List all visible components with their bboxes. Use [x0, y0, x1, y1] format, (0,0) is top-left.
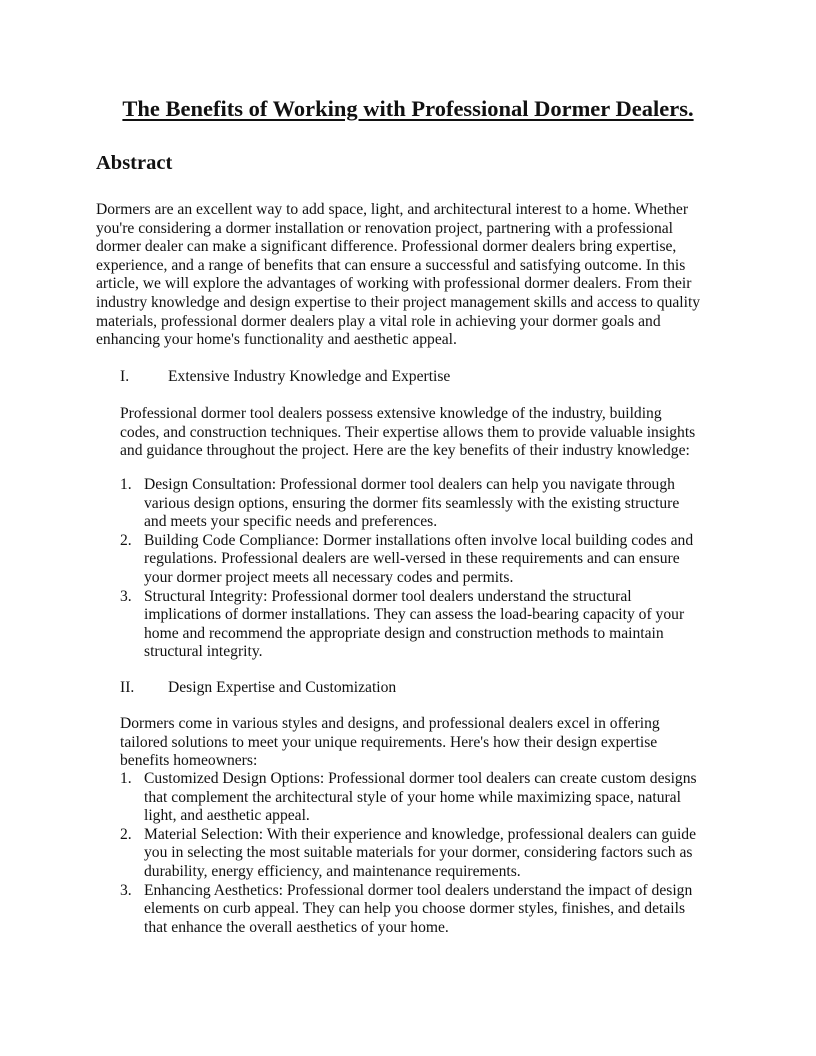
text-line: Professional dormer tool dealers possess extensive knowledge of the industry, building: [120, 405, 662, 422]
text-line: Dormers are an excellent way to add space, light, and architectural interest to a home. Whether: [96, 201, 689, 218]
text-line: you're considering a dormer installation or renovation project, partnering with a professional: [96, 219, 674, 237]
list-item-text: [144, 476, 693, 532]
text-line: you in selecting the most suitable materials for your dormer, considering factors such as: [144, 844, 693, 862]
list-item-text: [144, 588, 693, 662]
text-line: experience, and a range of benefits that can ensure a successful and satisfying outcome. In this: [96, 256, 686, 274]
text-line: Enhancing Aesthetics: Professional dormer tool dealers understand the impact of design: [144, 881, 693, 899]
list-item: [120, 770, 697, 826]
text-line: Building Code Compliance: Dormer installations often involve local building codes and: [144, 531, 694, 549]
list-item: [120, 826, 697, 882]
text-line: elements on curb appeal. They can help you choose dormer styles, finishes, and details: [144, 900, 686, 918]
abstract-paragraph: [96, 201, 700, 350]
list-item-text: [144, 770, 697, 826]
abstract-heading: Abstract: [96, 152, 173, 174]
list-item-text: [144, 826, 697, 882]
text-line: regulations. Professional dealers are well-versed in these requirements and can ensure: [144, 550, 680, 568]
text-line: materials, professional dormer dealers play a vital role in achieving your dormer goals and: [96, 312, 661, 330]
text-line: tailored solutions to meet your unique requirements. Here's how their design expertise: [120, 733, 658, 751]
text-line: Material Selection: With their experience and knowledge, professional dealers can guide: [144, 825, 697, 843]
text-line: article, we will explore the advantages of working with professional dormer dealers. From their: [96, 275, 692, 293]
list-item-text: [144, 882, 697, 938]
list-number: 1.: [120, 770, 132, 787]
list-number: 3.: [120, 881, 132, 899]
text-line: Dormers come in various styles and designs, and professional dealers excel in offering: [120, 715, 660, 732]
text-line: and meets your specific needs and preferences.: [144, 513, 438, 531]
section-title: Design Expertise and Customization: [168, 679, 397, 696]
text-line: light, and aesthetic appeal.: [144, 807, 310, 825]
text-line: benefits homeowners:: [120, 752, 258, 770]
text-line: dormer dealer can make a significant difference. Professional dormer dealers bring expertise,: [96, 238, 677, 256]
section-1-list: [120, 476, 693, 662]
text-line: that complement the architectural style of your home while maximizing space, natural: [144, 788, 681, 806]
section-numeral: II.: [120, 679, 135, 696]
list-number: 1.: [120, 476, 132, 493]
section-2-intro: [120, 715, 660, 771]
list-item: [120, 588, 693, 662]
list-number: 2.: [120, 825, 132, 843]
section-1-intro: [120, 405, 695, 461]
list-item: [120, 476, 693, 532]
section-2-list: [120, 770, 697, 937]
list-item-text: [144, 532, 693, 588]
text-line: various design options, ensuring the dormer fits seamlessly with the existing structure: [144, 494, 680, 512]
section-title: Extensive Industry Knowledge and Expertise: [168, 368, 451, 385]
text-line: that enhance the overall aesthetics of your home.: [144, 918, 449, 936]
text-line: Structural Integrity: Professional dormer tool dealers understand the structural: [144, 587, 632, 605]
text-line: structural integrity.: [144, 643, 263, 661]
text-line: Design Consultation: Professional dormer tool dealers can help you navigate through: [144, 476, 675, 493]
document-title: The Benefits of Working with Professional Dormer Dealers.: [122, 96, 694, 121]
list-item: [120, 532, 693, 588]
text-line: your dormer project meets all necessary codes and permits.: [144, 568, 514, 586]
text-line: durability, energy efficiency, and maintenance requirements.: [144, 862, 521, 880]
section-numeral: I.: [120, 368, 130, 385]
text-line: enhancing your home's functionality and aesthetic appeal.: [96, 331, 457, 349]
text-line: industry knowledge and design expertise to their project management skills and access to quality: [96, 293, 701, 311]
list-number: 3.: [120, 587, 132, 605]
text-line: implications of dormer installations. They can assess the load-bearing capacity of your: [144, 606, 685, 624]
text-line: and guidance throughout the project. Here are the key benefits of their industry knowledge:: [120, 442, 690, 460]
text-line: codes, and construction techniques. Their expertise allows them to provide valuable insights: [120, 423, 696, 441]
text-line: home and recommend the appropriate design and construction methods to maintain: [144, 624, 664, 642]
text-line: Customized Design Options: Professional dormer tool dealers can create custom designs: [144, 770, 697, 787]
list-number: 2.: [120, 531, 132, 549]
list-item: [120, 882, 697, 938]
